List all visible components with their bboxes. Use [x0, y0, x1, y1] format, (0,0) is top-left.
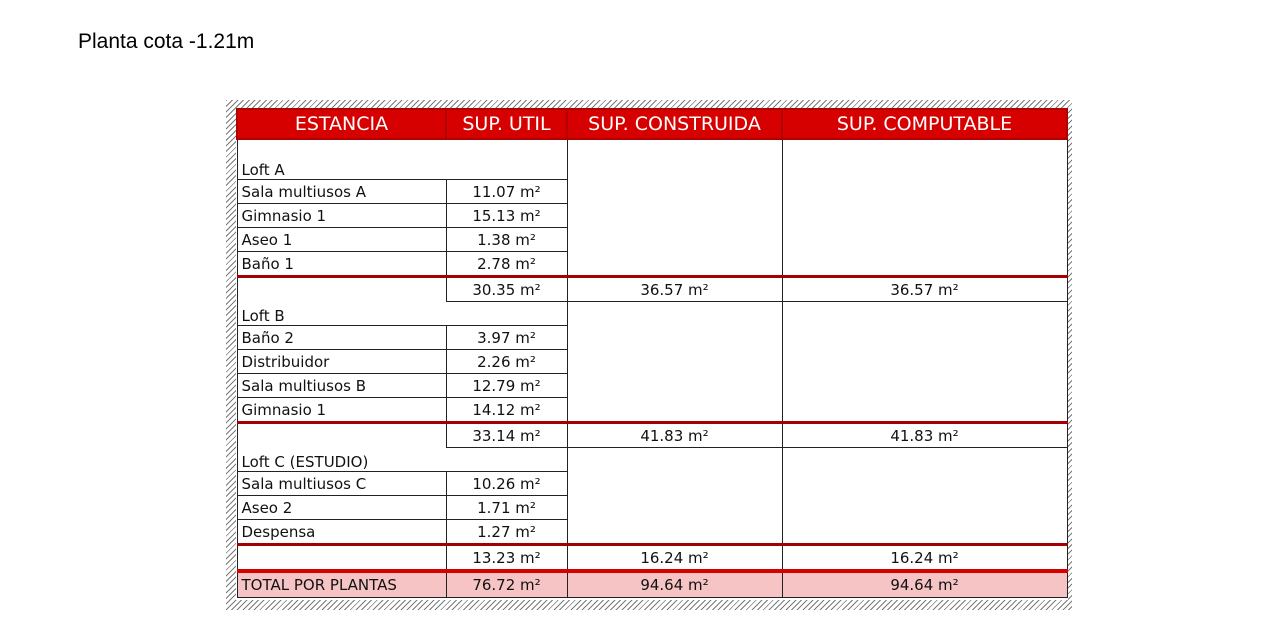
subtotal-util: 13.23 m²: [446, 545, 567, 572]
subtotal-computable: 41.83 m²: [782, 423, 1067, 448]
construida-block-c: [567, 448, 782, 545]
subtotal-util: 30.35 m²: [446, 277, 567, 302]
subtotal-util: 33.14 m²: [446, 423, 567, 448]
room-name: Gimnasio 1: [237, 204, 446, 228]
room-name: Aseo 2: [237, 496, 446, 520]
room-area: 14.12 m²: [446, 398, 567, 423]
subtotal-construida: 36.57 m²: [567, 277, 782, 302]
computable-block-c: [782, 448, 1067, 545]
room-name: Baño 2: [237, 326, 446, 350]
room-area: 11.07 m²: [446, 180, 567, 204]
hatched-frame: [226, 100, 1072, 610]
construida-block-a: [567, 139, 782, 277]
area-table: [236, 108, 1068, 598]
room-area: 10.26 m²: [446, 472, 567, 496]
room-name: Baño 1: [237, 252, 446, 277]
table-header-row: [237, 109, 1067, 139]
construida-block-b: [567, 302, 782, 423]
room-area: 1.27 m²: [446, 520, 567, 545]
subtotal-row-loft-a: [237, 277, 1067, 302]
header-sup-construida: SUP. CONSTRUIDA: [567, 109, 782, 139]
total-computable: 94.64 m²: [782, 571, 1067, 598]
room-area: 12.79 m²: [446, 374, 567, 398]
room-name: Sala multiusos A: [237, 180, 446, 204]
total-row: [237, 571, 1067, 598]
total-label: TOTAL POR PLANTAS: [237, 571, 446, 598]
room-name: Sala multiusos C: [237, 472, 446, 496]
document-title: Planta cota -1.21m: [78, 30, 255, 53]
subtotal-construida: 16.24 m²: [567, 545, 782, 572]
room-name: Despensa: [237, 520, 446, 545]
header-sup-computable: SUP. COMPUTABLE: [782, 109, 1067, 139]
room-area: 1.38 m²: [446, 228, 567, 252]
subtotal-computable: 36.57 m²: [782, 277, 1067, 302]
room-area: 1.71 m²: [446, 496, 567, 520]
group-title-row: [237, 302, 1067, 326]
subtotal-computable: 16.24 m²: [782, 545, 1067, 572]
room-name: Distribuidor: [237, 350, 446, 374]
room-name: Sala multiusos B: [237, 374, 446, 398]
room-name: Gimnasio 1: [237, 398, 446, 423]
total-util: 76.72 m²: [446, 571, 567, 598]
room-area: 2.78 m²: [446, 252, 567, 277]
group-title-loft-c: Loft C (ESTUDIO): [237, 448, 567, 472]
group-title-row: [237, 448, 1067, 472]
subtotal-row-loft-b: [237, 423, 1067, 448]
room-area: 2.26 m²: [446, 350, 567, 374]
group-title-loft-a: Loft A: [237, 156, 567, 180]
computable-block-a: [782, 139, 1067, 277]
room-area: 15.13 m²: [446, 204, 567, 228]
group-title-loft-b: Loft B: [237, 302, 567, 326]
total-construida: 94.64 m²: [567, 571, 782, 598]
subtotal-row-loft-c: [237, 545, 1067, 572]
room-name: Aseo 1: [237, 228, 446, 252]
table-sheet: [236, 108, 1068, 600]
header-sup-util: SUP. UTIL: [446, 109, 567, 139]
subtotal-construida: 41.83 m²: [567, 423, 782, 448]
header-estancia: ESTANCIA: [237, 109, 446, 139]
room-area: 3.97 m²: [446, 326, 567, 350]
computable-block-b: [782, 302, 1067, 423]
group-spacer-row: [237, 139, 1067, 156]
